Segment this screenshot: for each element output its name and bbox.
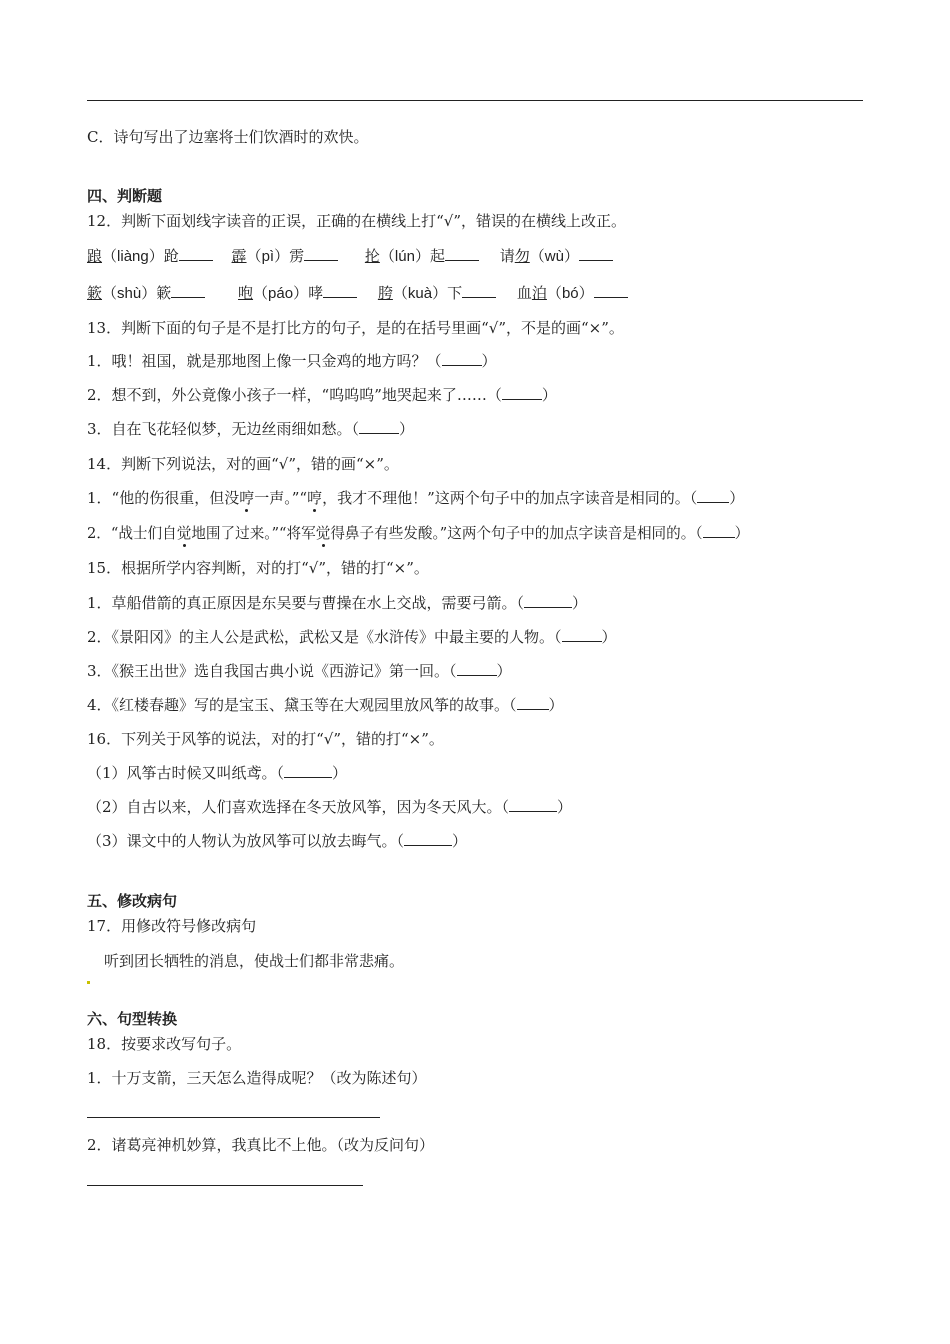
paren-open: （ <box>102 284 118 302</box>
q15-item-1 <box>87 593 587 613</box>
q18-stem: 18．按要求改写句子。 <box>87 1035 242 1053</box>
text: 2．“战士们自 <box>87 525 177 542</box>
suffix: ）簌 <box>141 284 172 302</box>
pinyin-item <box>87 246 213 267</box>
q15-item-4 <box>87 695 564 715</box>
q12-stem: 12．判断下面划线字读音的正误，正确的在横线上打“√”，错误的在横线上改正。 <box>87 212 626 230</box>
paren-open: （ <box>246 247 262 265</box>
q14-item-1 <box>87 488 744 508</box>
answer-blank[interactable] <box>579 246 613 261</box>
section-4-title: 四、判断题 <box>87 187 163 205</box>
paren-close: ） <box>541 386 557 404</box>
suffix: ） <box>563 247 579 265</box>
paren-open: （ <box>102 247 118 265</box>
q18-item-1: 1．十万支箭，三天怎么造得成呢？（改为陈述句） <box>87 1069 427 1087</box>
paren-open: （ <box>392 284 408 302</box>
pinyin: bó <box>561 285 579 302</box>
paren-close: ） <box>452 832 468 850</box>
suffix: ） <box>578 284 594 302</box>
item-text: （2）自古以来，人们喜欢选择在冬天放风筝，因为冬天风大。（ <box>87 798 510 816</box>
answer-blank[interactable] <box>445 246 479 261</box>
text: 得鼻子有些发酸。”这两个句子中的加点字读音是相同的。（ <box>330 525 703 542</box>
q13-item-3 <box>87 419 414 439</box>
item-text: 3．《猴王出世》选自我国古典小说《西游记》第一回。（ <box>87 662 457 680</box>
paren-close: ） <box>572 594 588 612</box>
pinyin-item <box>500 246 613 267</box>
answer-blank[interactable] <box>703 523 735 538</box>
item-text: 4．《红楼春趣》写的是宝玉、黛玉等在大观园里放风筝的故事。（ <box>87 696 517 714</box>
underlined-char: 泊 <box>531 284 547 302</box>
pinyin-item <box>87 283 205 304</box>
item-text: 1．草船借箭的真正原因是东吴要与曹操在水上交战，需要弓箭。（ <box>87 594 525 612</box>
q16-stem: 16．下列关于风筝的说法，对的打“√”，错的打“×”。 <box>87 730 444 748</box>
item-text: 3．自在飞花轻似梦，无边丝雨细如愁。（ <box>87 420 360 438</box>
paren-close: ） <box>481 352 497 370</box>
pinyin-item <box>365 246 479 267</box>
q15-item-2 <box>87 627 617 647</box>
pinyin: wù <box>544 248 564 265</box>
pinyin-item <box>238 283 357 304</box>
answer-blank[interactable] <box>304 246 338 261</box>
pinyin-item <box>378 283 496 304</box>
pre: 血 <box>516 284 532 302</box>
q13-stem: 13．判断下面的句子是不是打比方的句子，是的在括号里画“√”，不是的画“×”。 <box>87 319 624 337</box>
underlined-char: 勿 <box>514 247 530 265</box>
answer-blank[interactable] <box>509 797 557 812</box>
answer-blank[interactable] <box>404 831 452 846</box>
paren-open: （ <box>529 247 545 265</box>
text: 1．“他的伤很重，但没 <box>87 489 240 507</box>
underlined-char: 霹 <box>231 247 247 265</box>
pinyin: liàng <box>117 248 149 265</box>
paren-open: （ <box>546 284 562 302</box>
pinyin: páo <box>268 285 294 302</box>
suffix: ）哮 <box>293 284 324 302</box>
q13-item-2 <box>87 385 557 405</box>
underlined-char: 胯 <box>377 284 393 302</box>
item-text: 2．《景阳冈》的主人公是武松，武松又是《水浒传》中最主要的人物。（ <box>87 628 562 646</box>
answer-blank[interactable] <box>359 419 399 434</box>
paren-close: ） <box>557 798 573 816</box>
answer-blank[interactable] <box>462 283 496 298</box>
pinyin: shù <box>117 285 142 302</box>
text: ，我才不理他！”这两个句子中的加点字读音是相同的。（ <box>322 489 698 507</box>
q16-item-2 <box>87 797 572 817</box>
dotted-char: 觉 <box>176 525 192 542</box>
item-text: （1）风筝古时候又叫纸鸢。（ <box>87 764 285 782</box>
section-6-title: 六、句型转换 <box>87 1010 178 1028</box>
answer-line-1[interactable] <box>87 1117 380 1118</box>
item-text: 1．哦！祖国，就是那地图上像一只金鸡的地方吗？（ <box>87 352 442 370</box>
underlined-char: 踉 <box>87 247 103 265</box>
answer-blank[interactable] <box>697 488 729 503</box>
paren-close: ） <box>729 489 745 507</box>
pinyin: kuà <box>407 285 433 302</box>
q16-item-3 <box>87 831 467 851</box>
underlined-char: 咆 <box>238 284 254 302</box>
dotted-char: 哼 <box>307 489 323 507</box>
q15-stem: 15．根据所学内容判断，对的打“√”，错的打“×”。 <box>87 559 429 577</box>
paren-open: （ <box>253 284 269 302</box>
q17-stem: 17．用修改符号修改病句 <box>87 917 257 935</box>
answer-blank[interactable] <box>284 763 332 778</box>
answer-blank[interactable] <box>594 283 628 298</box>
cursor-mark <box>87 981 90 984</box>
section-5-title: 五、修改病句 <box>87 892 178 910</box>
paren-close: ） <box>601 628 617 646</box>
answer-blank[interactable] <box>524 593 572 608</box>
option-c: C．诗句写出了边塞将士们饮酒时的欢快。 <box>87 128 369 146</box>
text: 一声。”“ <box>254 489 308 507</box>
suffix: ）下 <box>432 284 463 302</box>
answer-blank[interactable] <box>323 283 357 298</box>
q15-item-3 <box>87 661 512 681</box>
dotted-char: 觉 <box>315 525 331 542</box>
dotted-char: 哼 <box>239 489 255 507</box>
q13-item-1 <box>87 351 497 371</box>
underlined-char: 抡 <box>364 247 380 265</box>
q14-item-2 <box>87 523 749 544</box>
underlined-char: 簌 <box>87 284 103 302</box>
paren-close: ） <box>548 696 564 714</box>
item-text: 2．想不到，外公竟像小孩子一样，“呜呜呜”地哭起来了……（ <box>87 386 502 404</box>
answer-blank[interactable] <box>171 283 205 298</box>
paren-close: ） <box>399 420 415 438</box>
q12-row-1 <box>87 246 613 267</box>
answer-blank[interactable] <box>517 695 549 710</box>
top-rule <box>87 100 863 101</box>
q12-row-2 <box>87 283 628 304</box>
answer-blank[interactable] <box>502 385 542 400</box>
pinyin-item <box>517 283 628 304</box>
q17-sentence: 听到团长牺牲的消息，使战士们都非常悲痛。 <box>104 952 405 970</box>
paren-open: （ <box>379 247 395 265</box>
pinyin-item <box>232 246 339 267</box>
answer-blank[interactable] <box>562 627 602 642</box>
pre: 请 <box>499 247 515 265</box>
pinyin: lún <box>394 248 415 265</box>
paren-close: ） <box>496 662 512 680</box>
q16-item-1 <box>87 763 347 783</box>
answer-blank[interactable] <box>179 246 213 261</box>
q18-item-2: 2．诸葛亮神机妙算，我真比不上他。（改为反问句） <box>87 1136 435 1154</box>
paren-close: ） <box>332 764 348 782</box>
answer-line-2[interactable] <box>87 1185 363 1186</box>
suffix: ）雳 <box>274 247 305 265</box>
answer-blank[interactable] <box>442 351 482 366</box>
text: 地围了过来。”“将军 <box>191 525 316 542</box>
q14-stem: 14．判断下列说法，对的画“√”，错的画“×”。 <box>87 455 399 473</box>
suffix: ）起 <box>414 247 445 265</box>
answer-blank[interactable] <box>457 661 497 676</box>
paren-close: ） <box>734 525 750 542</box>
pinyin: pì <box>261 248 275 265</box>
item-text: （3）课文中的人物认为放风筝可以放去晦气。（ <box>87 832 405 850</box>
suffix: ）跄 <box>148 247 179 265</box>
